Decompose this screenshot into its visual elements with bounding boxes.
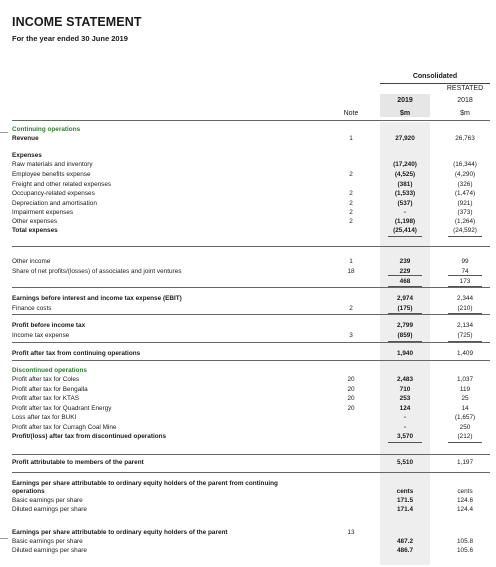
- value-2018: 25: [461, 395, 469, 402]
- statement-row: [0, 432, 496, 442]
- row-note: 2: [349, 305, 353, 312]
- value-2019: (859): [397, 332, 413, 339]
- value-2018: 105.8: [457, 538, 473, 545]
- value-2018: 1,037: [457, 376, 473, 383]
- subtotal-underline: [388, 313, 422, 314]
- row-label: Income tax expense: [12, 332, 70, 339]
- value-2019: 3,570: [397, 433, 413, 440]
- statement-row: [0, 257, 496, 267]
- statement-row: [0, 170, 496, 180]
- statement-row: [0, 413, 496, 423]
- statement-row: [0, 321, 496, 331]
- value-2019: 2,799: [397, 322, 413, 329]
- value-2018: 124.4: [457, 506, 473, 513]
- value-2019: (537): [397, 200, 413, 207]
- value-2019: (4,525): [394, 171, 416, 178]
- row-label: Revenue: [12, 135, 39, 142]
- value-2019: 487.2: [397, 538, 413, 545]
- value-2019: -: [403, 414, 407, 421]
- note-header: Note: [343, 110, 359, 117]
- value-2019: -: [403, 424, 407, 431]
- value-2019: 239: [399, 258, 411, 265]
- consolidated-header: Consolidated: [412, 73, 458, 80]
- statement-row: [0, 134, 496, 144]
- value-2018: 1,197: [457, 459, 473, 466]
- consolidated-rule: [380, 83, 490, 84]
- value-2019: 229: [399, 268, 411, 275]
- value-2018: 74: [461, 268, 469, 275]
- value-2019: 468: [399, 278, 411, 285]
- unit-2018-header: $m: [460, 110, 470, 117]
- value-2018: 99: [461, 258, 469, 265]
- row-note: 2: [349, 209, 353, 216]
- statement-row: [0, 349, 496, 359]
- value-2018: 250: [459, 424, 471, 431]
- row-label: Profit after tax from continuing operations: [12, 350, 141, 357]
- statement-row: [0, 375, 496, 385]
- subtotal-underline: [448, 313, 482, 314]
- subtotal-underline: [388, 341, 422, 342]
- row-note: 1: [349, 135, 353, 142]
- page-title: INCOME STATEMENT: [12, 15, 142, 29]
- value-2019: (25,414): [393, 227, 417, 234]
- statement-row: [0, 226, 496, 236]
- row-note: 2: [349, 218, 353, 225]
- row-label: Occupancy-related expenses: [12, 190, 95, 197]
- value-2019: -: [403, 209, 407, 216]
- value-2019: 2,974: [397, 295, 413, 302]
- row-label: Basic earnings per share: [12, 497, 83, 504]
- value-2019: (1,198): [394, 218, 416, 225]
- statement-row: [0, 189, 496, 199]
- row-note: 3: [349, 332, 353, 339]
- value-2019: (1,533): [394, 190, 416, 197]
- statement-row: [0, 458, 496, 468]
- value-2018: (1,264): [454, 218, 476, 225]
- value-2018: 2,344: [457, 295, 473, 302]
- subtotal-underline: [448, 442, 482, 443]
- row-label: Profit before income tax: [12, 322, 86, 329]
- row-label: Loss after tax for BUKI: [12, 414, 77, 421]
- subtotal-underline: [388, 442, 422, 443]
- value-2019: 5,510: [397, 459, 413, 466]
- section-divider: [12, 454, 490, 455]
- row-note: 18: [347, 268, 355, 275]
- row-label: Diluted earnings per share: [12, 547, 87, 554]
- value-2018: (921): [457, 200, 473, 207]
- value-2019: (17,240): [393, 161, 417, 168]
- year-2019-header: 2019: [397, 97, 413, 104]
- value-2018: (326): [457, 181, 473, 188]
- row-label: Other income: [12, 258, 51, 265]
- statement-row: [0, 546, 496, 556]
- value-2019: 124: [399, 405, 411, 412]
- section-divider: [12, 472, 490, 473]
- value-2018: 124.6: [457, 497, 473, 504]
- value-2018: cents: [457, 488, 473, 495]
- value-2019: 171.5: [397, 497, 413, 504]
- value-2018: (1,474): [454, 190, 476, 197]
- restated-header: RESTATED: [446, 85, 484, 92]
- row-label: Raw materials and inventory: [12, 161, 93, 168]
- row-note: 20: [347, 386, 355, 393]
- value-2019: 486.7: [397, 547, 413, 554]
- row-label: operations: [12, 488, 45, 495]
- row-note: 13: [347, 529, 355, 536]
- value-2019: 2,483: [397, 376, 413, 383]
- page-subtitle: For the year ended 30 June 2019: [12, 34, 128, 43]
- value-2018: (212): [457, 433, 473, 440]
- statement-row: [0, 294, 496, 304]
- row-note: 20: [347, 405, 355, 412]
- row-label: Total expenses: [12, 227, 58, 234]
- subtotal-underline: [448, 286, 482, 287]
- value-2019: (381): [397, 181, 413, 188]
- row-note: 1: [349, 258, 353, 265]
- row-label: Continuing operations: [12, 126, 81, 133]
- value-2018: (4,290): [454, 171, 476, 178]
- row-label: Profit attributable to members of the parent: [12, 459, 144, 466]
- value-2018: 173: [459, 278, 471, 285]
- row-label: Profit/(loss) after tax from discontinued operations: [12, 433, 167, 440]
- row-label: Freight and other related expenses: [12, 181, 112, 188]
- row-label: Earnings per share attributable to ordinary equity holders of the parent: [12, 529, 228, 536]
- subtotal-underline: [448, 275, 482, 276]
- row-note: 2: [349, 171, 353, 178]
- row-note: 2: [349, 190, 353, 197]
- row-note: 20: [347, 376, 355, 383]
- unit-2019-header: $m: [399, 110, 411, 117]
- value-2018: (24,592): [453, 227, 477, 234]
- row-label: Expenses: [12, 152, 42, 159]
- section-divider: [12, 342, 490, 343]
- value-2019: 1,940: [397, 350, 413, 357]
- subtotal-underline: [388, 236, 422, 237]
- row-label: Earnings before interest and income tax expense (EBIT): [12, 295, 182, 302]
- row-label: Depreciation and amortisation: [12, 200, 97, 207]
- row-note: 2: [349, 200, 353, 207]
- statement-row: [0, 160, 496, 170]
- row-label: Basic earnings per share: [12, 538, 83, 545]
- value-2018: 105.6: [457, 547, 473, 554]
- value-2018: 14: [461, 405, 469, 412]
- section-divider: [12, 287, 490, 288]
- row-label: Profit after tax for Bengalla: [12, 386, 88, 393]
- row-label: Profit after tax for Coles: [12, 376, 80, 383]
- year-2018-header: 2018: [457, 97, 473, 104]
- subtotal-underline: [448, 236, 482, 237]
- section-divider: [12, 360, 490, 361]
- row-label: Profit after tax for KTAS: [12, 395, 80, 402]
- section-divider: [12, 246, 490, 247]
- value-2018: (210): [457, 305, 473, 312]
- statement-row: [0, 505, 496, 515]
- value-2019: 27,920: [395, 135, 415, 142]
- row-label: Finance costs: [12, 305, 52, 312]
- value-2019: cents: [396, 488, 414, 495]
- value-2018: 1,409: [457, 350, 473, 357]
- row-label: Employee benefits expense: [12, 171, 91, 178]
- value-2019: 253: [399, 395, 411, 402]
- statement-row: [0, 331, 496, 341]
- value-2019: (175): [397, 305, 413, 312]
- row-label: Other expenses: [12, 218, 58, 225]
- row-label: Profit after tax for Quadrant Energy: [12, 405, 112, 412]
- row-label: Impairment expenses: [12, 209, 74, 216]
- row-label: Profit after tax for Curragh Coal Mine: [12, 424, 117, 431]
- value-2018: (373): [457, 209, 473, 216]
- section-divider: [12, 314, 490, 315]
- row-label: Share of net profits/(losses) of associates and joint ventures: [12, 268, 182, 275]
- subtotal-underline: [388, 275, 422, 276]
- statement-row: [0, 394, 496, 404]
- row-label: Earnings per share attributable to ordinary equity holders of the parent from continuing: [12, 480, 278, 487]
- value-2019: 710: [399, 386, 411, 393]
- row-note: 20: [347, 395, 355, 402]
- value-2018: 2,134: [457, 322, 473, 329]
- row-label: Discontinued operations: [12, 367, 87, 374]
- subtotal-underline: [448, 341, 482, 342]
- header-divider: [12, 120, 490, 121]
- value-2018: (1,657): [454, 414, 476, 421]
- value-2018: 119: [459, 386, 471, 393]
- value-2018: (725): [457, 332, 473, 339]
- value-2019: 171.4: [397, 506, 413, 513]
- subtotal-underline: [388, 286, 422, 287]
- value-2018: (16,344): [453, 161, 477, 168]
- row-label: Diluted earnings per share: [12, 506, 87, 513]
- value-2018: 26,763: [455, 135, 475, 142]
